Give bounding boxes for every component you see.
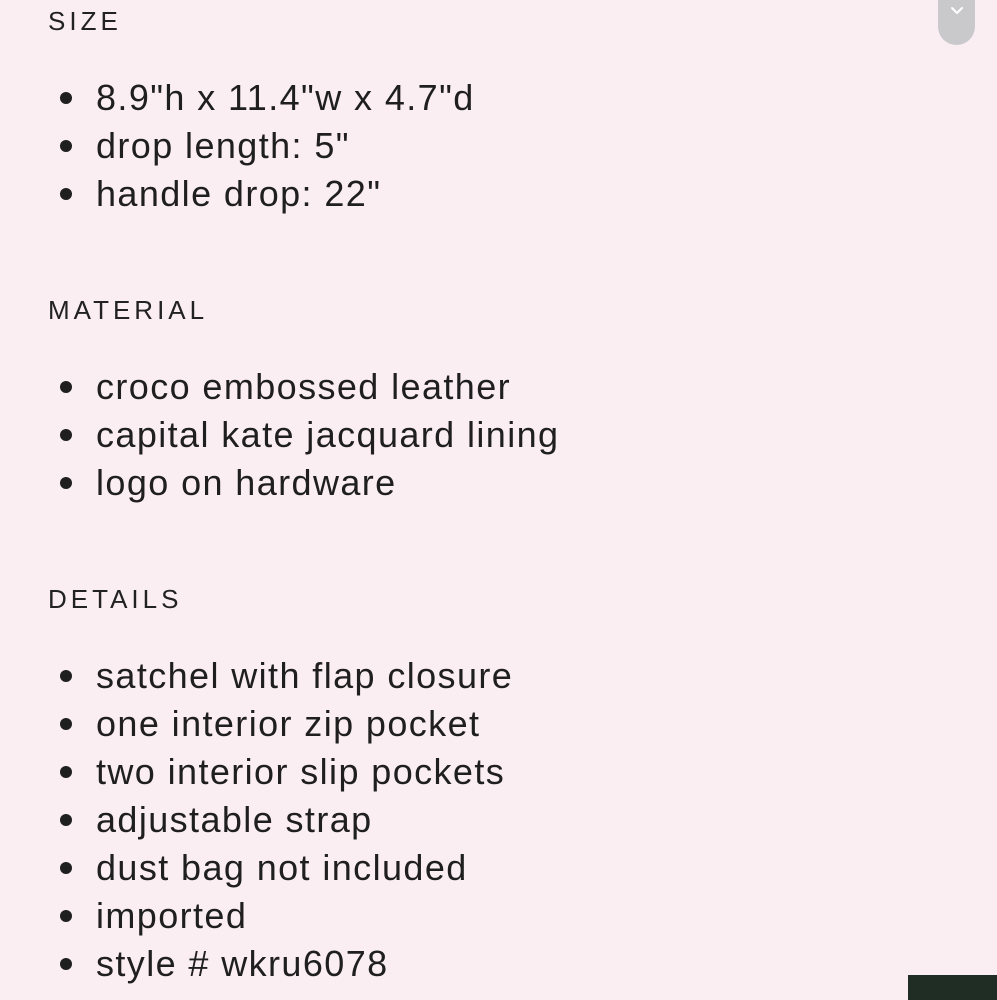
size-heading: SIZE [48,6,122,36]
bullet-icon [60,429,72,441]
details-section [48,586,928,988]
list-item-text: handle drop: 22" [96,173,382,214]
material-section [48,297,928,507]
chevron-down-icon [950,6,964,16]
list-item [48,459,928,507]
bullet-icon [60,381,72,393]
material-list [48,363,928,507]
list-item-text: satchel with flap closure [96,655,514,696]
list-item [48,411,928,459]
list-item [48,748,928,796]
list-item [48,940,928,988]
list-item-text: 8.9"h x 11.4"w x 4.7"d [96,77,475,118]
bullet-icon [60,718,72,730]
list-item-text: adjustable strap [96,799,373,840]
list-item-text: dust bag not included [96,847,468,888]
list-item [48,844,928,892]
list-item [48,700,928,748]
bullet-icon [60,910,72,922]
list-item-text: one interior zip pocket [96,703,481,744]
product-details [48,0,928,988]
list-item-text: style # wkru6078 [96,943,389,984]
details-list [48,652,928,988]
list-item-text: imported [96,895,248,936]
list-item [48,363,928,411]
details-heading: DETAILS [48,584,183,614]
list-item [48,74,928,122]
bullet-icon [60,140,72,152]
list-item-text: capital kate jacquard lining [96,414,560,455]
bullet-icon [60,670,72,682]
list-item [48,796,928,844]
list-item-text: drop length: 5" [96,125,350,166]
list-item-text: two interior slip pockets [96,751,506,792]
bullet-icon [60,814,72,826]
bullet-icon [60,477,72,489]
bullet-icon [60,958,72,970]
floating-action-button[interactable] [908,975,997,1000]
list-item [48,892,928,940]
scroll-down-button[interactable] [938,0,975,45]
list-item [48,122,928,170]
material-heading: MATERIAL [48,295,209,325]
bullet-icon [60,188,72,200]
bullet-icon [60,92,72,104]
size-list [48,74,928,218]
size-section [48,0,928,218]
list-item-text: logo on hardware [96,462,397,503]
bullet-icon [60,862,72,874]
bullet-icon [60,766,72,778]
list-item [48,170,928,218]
list-item [48,652,928,700]
list-item-text: croco embossed leather [96,366,512,407]
